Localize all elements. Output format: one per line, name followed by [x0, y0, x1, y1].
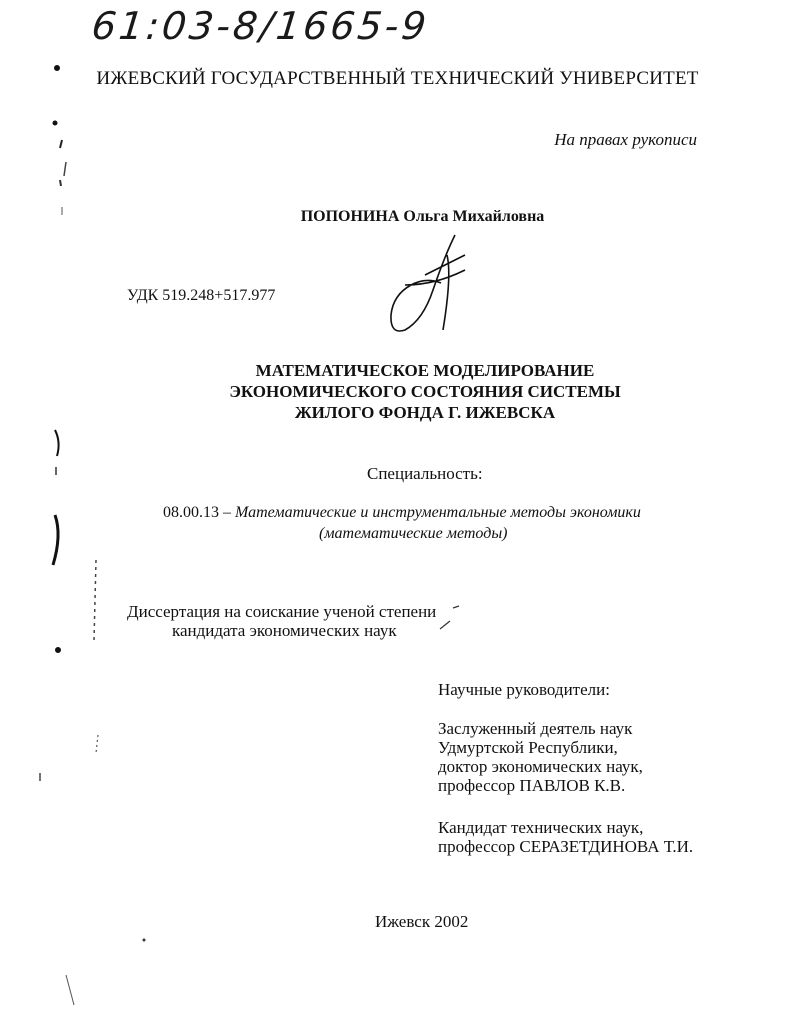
university-name: ИЖЕВСКИЙ ГОСУДАРСТВЕННЫЙ ТЕХНИЧЕСКИЙ УНИВЕРСИТЕТ	[96, 68, 699, 89]
title-line: ЭКОНОМИЧЕСКОГО СОСТОЯНИЯ СИСТЕМЫ	[229, 382, 621, 401]
supervisors-label: Научные руководители:	[438, 680, 610, 699]
handwritten-archive-code: 61:03-8/1665-9	[89, 4, 432, 48]
rights-note: На правах рукописи	[554, 130, 697, 149]
author-name: ПОПОНИНА Ольга Михайловна	[300, 208, 545, 225]
author-signature	[385, 230, 485, 340]
supervisor-first	[438, 719, 643, 795]
supervisor-second	[438, 818, 693, 856]
supervisor-line: Удмуртской Республики,	[438, 738, 618, 757]
supervisor-line: доктор экономических наук,	[438, 757, 643, 776]
title-line: ЖИЛОГО ФОНДА Г. ИЖЕВСКА	[294, 403, 556, 422]
supervisor-line: профессор СЕРАЗЕТДИНОВА Т.И.	[438, 837, 694, 856]
degree-line: кандидата экономических наук	[172, 621, 397, 640]
specialty-block	[163, 502, 641, 544]
dissertation-title	[0, 360, 795, 423]
specialty-subname: (математические методы)	[319, 525, 508, 542]
specialty-name: Математические и инструментальные методы экономики	[235, 504, 641, 521]
city-year: Ижевск 2002	[375, 912, 469, 931]
title-line: МАТЕМАТИЧЕСКОЕ МОДЕЛИРОВАНИЕ	[255, 361, 595, 380]
udk-code: УДК 519.248+517.977	[127, 287, 276, 304]
degree-line: Диссертация на соискание ученой степени	[127, 602, 437, 621]
supervisor-line: Кандидат технических наук,	[438, 818, 644, 837]
supervisor-line: профессор ПАВЛОВ К.В.	[438, 776, 626, 795]
specialty-label: Специальность:	[367, 464, 483, 483]
specialty-code: 08.00.13 –	[163, 504, 235, 521]
supervisor-line: Заслуженный деятель наук	[438, 719, 633, 738]
degree-statement	[127, 602, 436, 640]
